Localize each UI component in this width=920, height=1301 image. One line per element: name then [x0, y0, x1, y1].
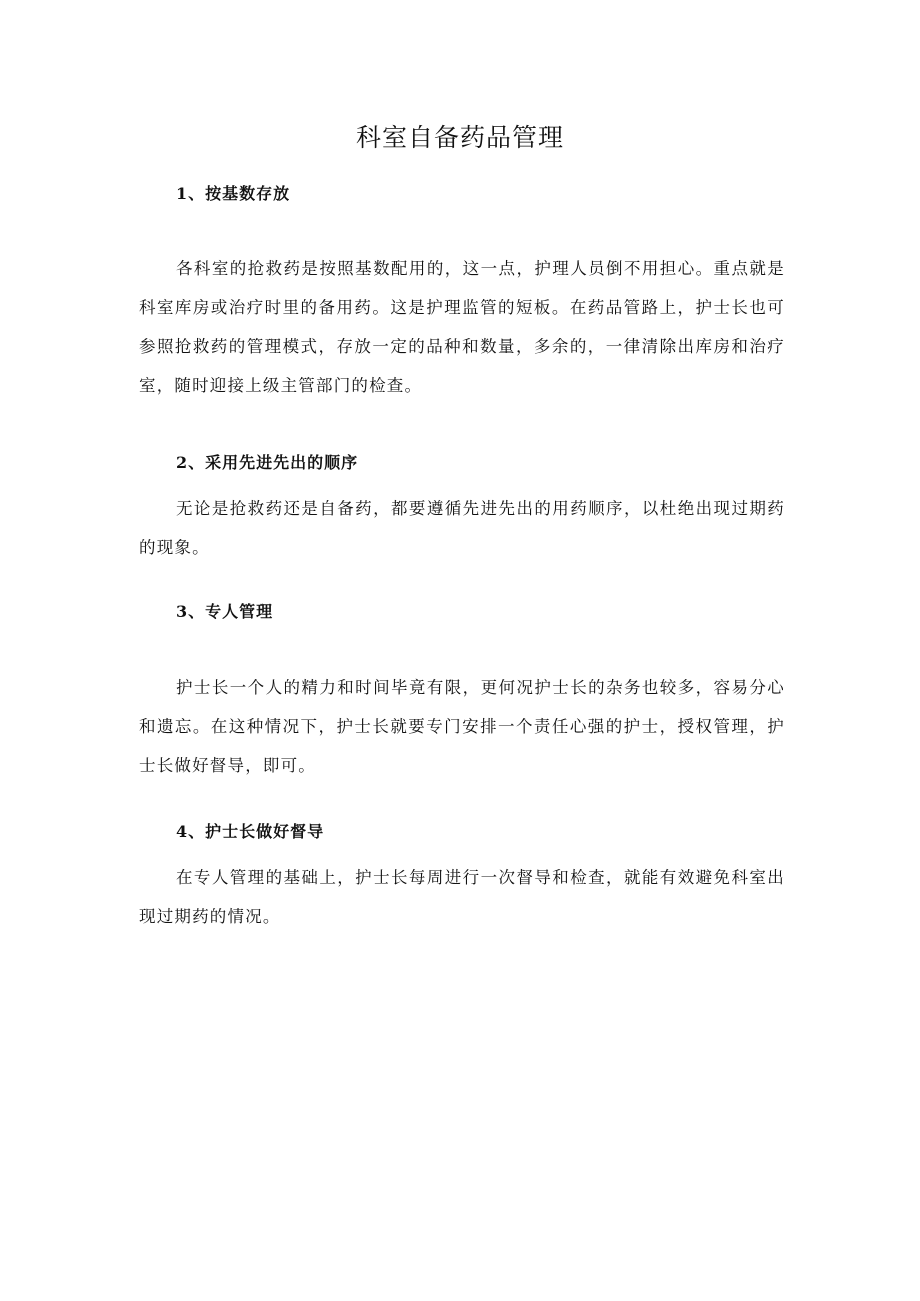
section-1-paragraph: 各科室的抢救药是按照基数配用的，这一点，护理人员倒不用担心。重点就是科室库房或治疗时里的备用药。这是护理监管的短板。在药品管路上，护士长也可参照抢救药的管理模式，存放一定的品种和数量，多余的，一律清除出库房和治疗室，随时迎接上级主管部门的检查。: [139, 259, 785, 395]
section-2-paragraph: 无论是抢救药还是自备药，都要遵循先进先出的用药顺序，以杜绝出现过期药的现象。: [139, 499, 785, 557]
section-4-paragraph: 在专人管理的基础上，护士长每周进行一次督导和检查，就能有效避免科室出现过期药的情况。: [139, 868, 785, 926]
section-1-heading: 1、按基数存放: [176, 184, 291, 203]
document-title: 科室自备药品管理: [355, 123, 564, 152]
section-3-paragraph: 护士长一个人的精力和时间毕竟有限，更何况护士长的杂务也较多，容易分心和遗忘。在这种情况下，护士长就要专门安排一个责任心强的护士，授权管理，护士长做好督导，即可。: [139, 678, 785, 775]
section-4-heading: 4、护士长做好督导: [176, 822, 325, 841]
section-2-heading: 2、采用先进先出的顺序: [176, 453, 359, 472]
section-3-heading: 3、专人管理: [176, 602, 274, 621]
